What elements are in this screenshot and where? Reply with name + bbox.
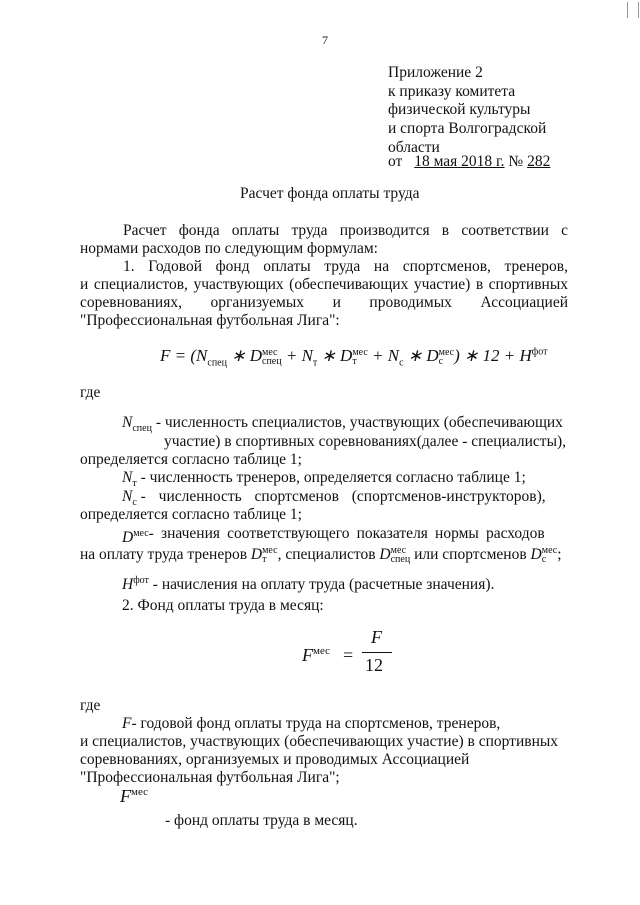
formula1-n-c: N — [387, 346, 400, 365]
symbol-d: D — [122, 529, 134, 547]
formula2-eq: = — [343, 645, 354, 665]
formula1-d-c: D — [426, 346, 439, 365]
symbol-f: F — [122, 715, 132, 732]
symbol-d-t-d: D — [250, 546, 263, 563]
intro-paragraph: Расчет фонда оплаты труда производится в соответствии с нормами расходов по следующим формулам: — [80, 222, 568, 257]
annex-line-1: Приложение 2 — [388, 64, 483, 81]
def-n-c-text: - численность спортсменов (спортсменов-инструкторов), — [140, 488, 546, 505]
item1-line-4: "Профессиональная футбольная Лига": — [80, 312, 340, 329]
def-f-line-3: соревнованиях, организуемых и проводимых Ассоциацией — [80, 751, 470, 768]
annex-date: 18 мая 2018 г. — [414, 153, 505, 170]
annex-line-4: и спорта Волгоградской — [388, 120, 547, 137]
symbol-n-c-sub: с — [132, 497, 137, 509]
def-n-t-text: - численность тренеров, определяется согласно таблице 1; — [140, 469, 526, 486]
symbol-n-spec-sub: спец — [132, 423, 152, 435]
symbol-d-spec — [379, 545, 411, 566]
formula1-d-spec-sup: мес — [262, 347, 278, 359]
monthly-fund-lhs — [302, 645, 330, 666]
formula1-times-3: ∗ — [403, 346, 427, 365]
formula1-n-spec: N — [196, 346, 208, 365]
formula2-f-sup: мес — [313, 645, 330, 657]
symbol-h: H — [122, 576, 134, 594]
formula2-fraction-bar — [362, 652, 392, 653]
def-d-line2-a: на оплату труда тренеров — [80, 546, 251, 563]
annex-line-2: к приказу комитета — [388, 83, 516, 100]
symbol-d-t-sup: мес — [262, 545, 278, 557]
formula2-f: F — [302, 645, 313, 665]
def-f-line-1: - годовой фонд оплаты труда на спортсменов, тренеров, — [131, 715, 501, 732]
def-d-line2-c: или спортсменов — [410, 546, 531, 563]
formula1-n-spec-sub: спец — [207, 357, 227, 369]
def-h-text: - начисления на оплату труда (расчетные значения). — [148, 576, 495, 594]
item1-line-3: соревнованиях, организуемых и проводимых Ассоциацией — [80, 294, 568, 311]
formula1-plus-1: + — [281, 346, 302, 365]
formula1-n-t: N — [301, 346, 313, 365]
symbol-d-spec-d: D — [379, 546, 391, 563]
def-f-line-2: и специалистов, участвующих (обеспечивающих участие) в спортивных — [80, 733, 559, 750]
formula1-d-t: D — [340, 346, 353, 365]
annex-date-prefix: от — [388, 153, 407, 170]
symbol-d-mes — [122, 529, 149, 546]
def-d-line2-end: ; — [557, 546, 562, 563]
symbol-f-mes-sup: мес — [131, 786, 148, 798]
formula1-d-t-sup: мес — [352, 347, 368, 359]
symbol-d-spec-sup: мес — [390, 545, 407, 557]
symbol-n-t — [122, 469, 137, 490]
symbol-n-spec — [122, 414, 152, 435]
formula1-h-sup: фот — [531, 346, 548, 358]
page-number: 7 — [322, 33, 328, 47]
def-d-line-2 — [80, 546, 562, 564]
where-label-2: где — [80, 697, 101, 714]
symbol-d-c-d: D — [530, 546, 542, 563]
annex-date-line — [388, 153, 550, 170]
formula1-tail: ) ∗ 12 + — [454, 346, 520, 365]
formula1-d-spec: D — [249, 346, 262, 365]
formula2-denominator: 12 — [365, 655, 383, 675]
formula2-numerator: F — [371, 627, 382, 647]
symbol-d-t — [250, 545, 278, 566]
formula1-n-c-sub: с — [399, 357, 404, 369]
def-d — [122, 525, 568, 546]
page-title: Расчет фонда оплаты труда — [240, 185, 420, 202]
symbol-n-t-n: N — [122, 469, 133, 486]
item2-heading: 2. Фонд оплаты труда в месяц: — [122, 597, 324, 614]
def-n-spec-tail: определяется согласно таблице 1; — [80, 451, 302, 468]
formula1-d-spec-sub: спец — [262, 356, 282, 368]
annex-line-5: области — [388, 139, 440, 156]
formula1-times-2: ∗ — [317, 346, 341, 365]
annex-number: 282 — [527, 153, 551, 170]
annual-fund-formula — [160, 346, 547, 368]
symbol-n: N — [122, 414, 133, 431]
def-n-c-tail: определяется согласно таблице 1; — [80, 506, 302, 523]
def-d-line2-b: , специалистов — [277, 546, 380, 563]
formula1-plus-2: + — [367, 346, 388, 365]
symbol-n-c-n: N — [122, 488, 133, 505]
def-d-text: - значения соответствующего показателя нормы расходов — [148, 525, 545, 542]
where-label-1: где — [80, 384, 101, 401]
annex-line-3: физической культуры — [388, 101, 531, 118]
symbol-d-c — [530, 545, 558, 566]
symbol-f-mes-f: F — [120, 786, 131, 806]
symbol-d-sup: мес — [133, 528, 149, 539]
def-n-spec-text: - численность специалистов, участвующих (обеспечивающих — [151, 414, 563, 431]
item1-line-1: 1. Годовой фонд оплаты труда на спортсменов, тренеров, — [123, 258, 568, 275]
def-h — [122, 572, 494, 593]
formula1-n-t-sub: т — [312, 357, 318, 369]
symbol-h-fot — [122, 576, 149, 593]
formula1-d-c-sub: с — [438, 356, 444, 368]
symbol-d-t-sub: т — [262, 554, 267, 566]
def-f — [122, 715, 500, 732]
formula1-h: H — [519, 346, 532, 365]
formula1-lhs: F = ( — [160, 346, 197, 365]
item1-line-2: и специалистов, участвующих (обеспечивающих участие) в спортивных — [80, 276, 568, 293]
formula1-d-c-sup: мес — [438, 347, 455, 359]
def-f-mes-text: - фонд оплаты труда в месяц. — [165, 812, 358, 829]
formula1-times-1: ∗ — [226, 346, 250, 365]
annex-number-label: № — [508, 153, 528, 170]
symbol-h-sup: фот — [133, 575, 149, 586]
def-f-line-4: "Профессиональная футбольная Лига"; — [80, 769, 340, 786]
def-n-spec-cont: участие) в спортивных соревнованиях(далее - специалисты), — [164, 433, 567, 450]
symbol-f-mes — [120, 786, 148, 807]
symbol-d-c-sup: мес — [541, 545, 558, 557]
formula1-d-t-sub: т — [352, 356, 357, 368]
symbol-n-t-sub: т — [132, 478, 137, 490]
scan-corner-mark — [627, 2, 639, 18]
symbol-d-spec-sub: спец — [390, 554, 411, 566]
symbol-n-c — [122, 488, 137, 509]
symbol-d-c-sub: с — [541, 554, 547, 566]
